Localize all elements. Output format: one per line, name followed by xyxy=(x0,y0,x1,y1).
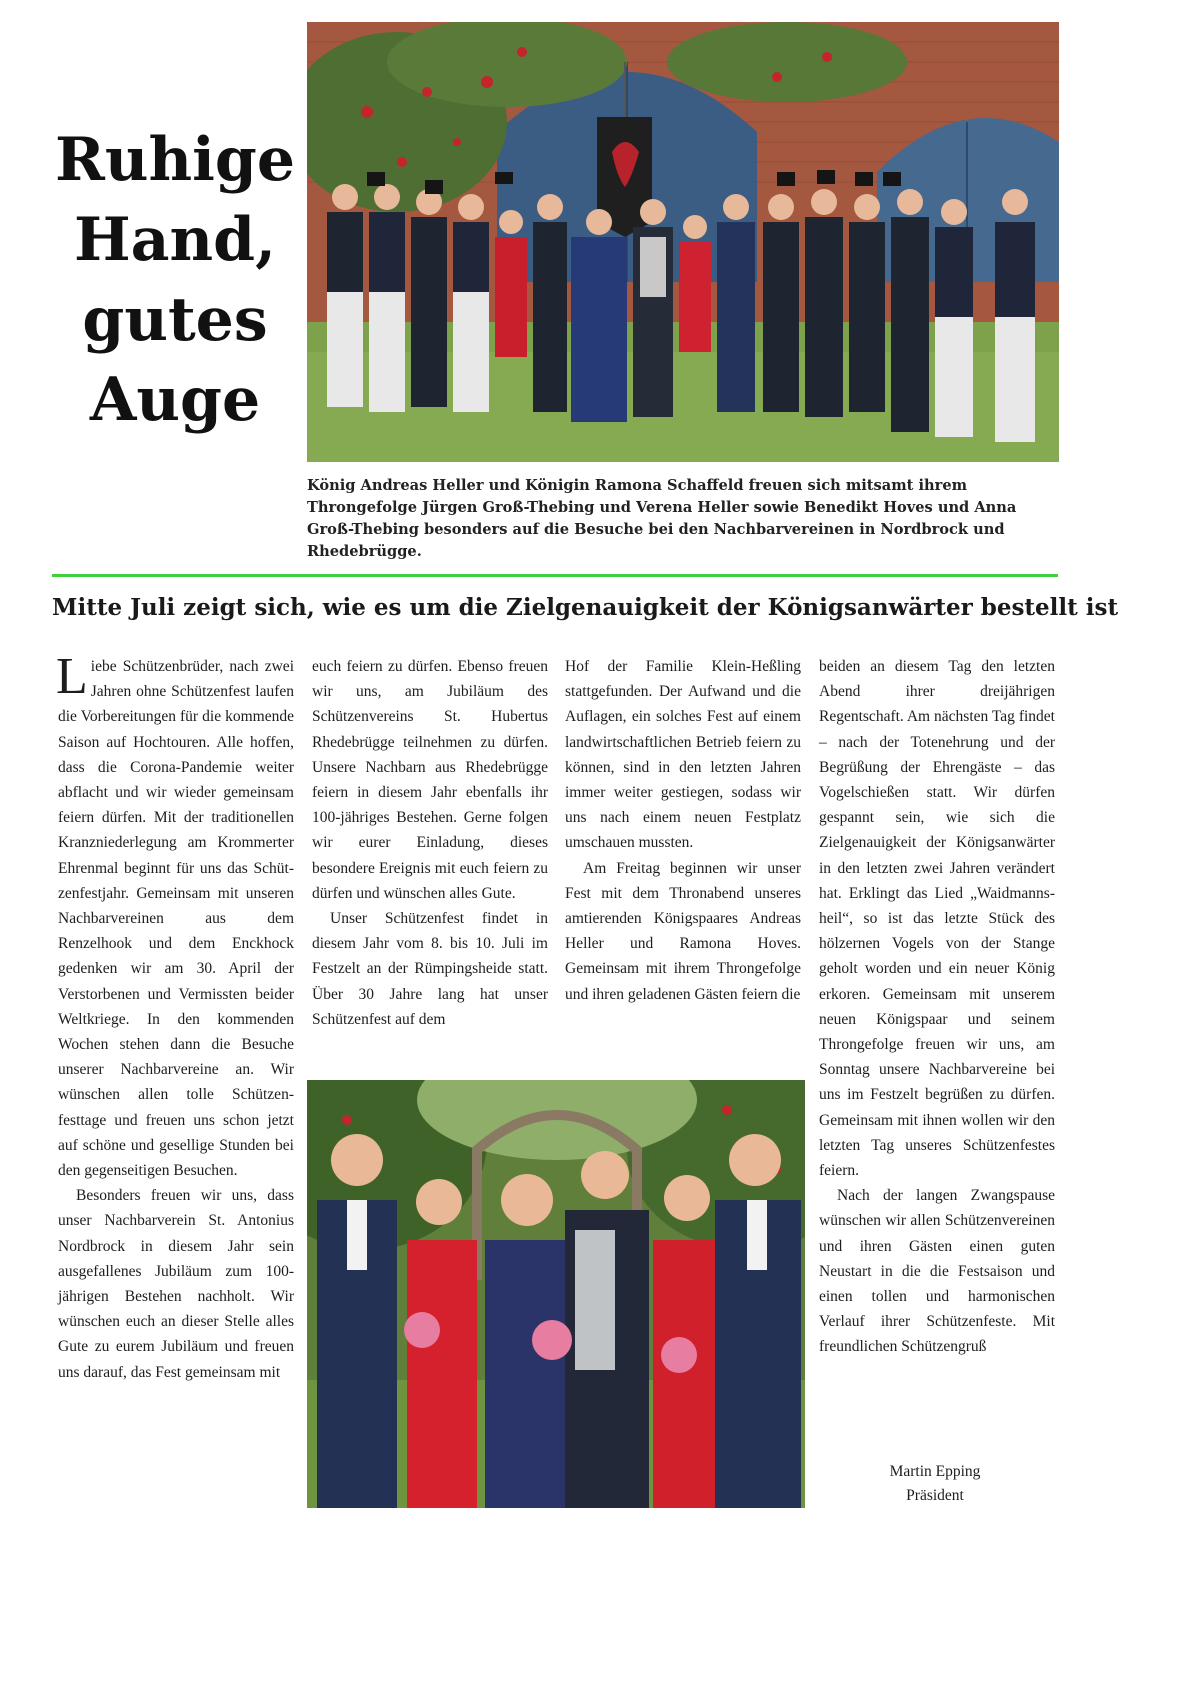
paragraph: Nach der langen Zwangspause wünschen wir allen Schützenvereinen und ihren Gästen einen guten Neustart in die die Festsaison und einen tollen und harmonischen Verlauf ihrer Schützenfeste. Mit freundlichen Schützengruß xyxy=(819,1187,1055,1356)
paragraph: euch feiern zu dürfen. Ebenso freuen wir uns, am Jubiläum des Schützenvereins St. Hubertus Rhedebrügge teilnehmen zu dürfen. Unsere Nachbarn aus Rhedebrügge feiern in diesem Jahr ebenfalls ihr 100-jähriges Bestehen. Gerne folgen wir eurer Einladung, dieses besondere Ereignis mit euch feiern zu dürfen und wünschen alles Gute. xyxy=(312,658,548,902)
drop-cap: L xyxy=(56,648,88,705)
paragraph: Hof der Familie Klein-Heßling stattgefunden. Der Aufwand und die Auflagen, ein solches Fest auf einem landwirtschaftlichen Betrieb feiern zu können, sind in den letzten Jahren immer weiter gestiegen, sodass wir uns nach einem neuen Festplatz umschauen mussten. xyxy=(565,658,801,852)
headline-line-2: Hand, xyxy=(73,205,277,275)
headline-line-4: Auge xyxy=(89,365,261,435)
signature-name: Martin Epping xyxy=(889,1463,981,1480)
paragraph: Besonders freuen wir uns, dass unser Nachbarverein St. Antonius Nordbrock in diesem Jahr sein ausgefallenes Jubiläum zum 100-jährigen Bestehen nachholt. Wir wünschen euch an dieser Stelle alles Gute zu eurem Jubiläum und freuen uns darauf, das Fest gemeinsam mit xyxy=(58,1187,294,1381)
photo-caption: König Andreas Heller und Königin Ramona Schaffeld freuen sich mitsamt ihrem Throngefolge Jürgen Groß-Thebing und Verena Heller sowie Benedikt Hoves und Anna Groß-Thebing besonders auf die Besuche bei den Nachbarvereinen in Nordbrock und Rhedebrügge. xyxy=(307,477,1017,560)
paragraph: Unser Schützenfest findet in diesem Jahr vom 8. bis 10. Juli im Festzelt an der Rümpingsheide statt. Über 30 Jahre lang hat unser Schützenfest auf dem xyxy=(312,910,548,1028)
article-column-1 xyxy=(56,648,294,1385)
paragraph: beiden an diesem Tag den letzten Abend ihrer dreijährigen Regentschaft. Am nächsten Tag findet – nach der Totenehrung und der Begrüßung der Ehrengäste – das Vogelschießen statt. Wir dürfen gespannt sein, wie sich die Zielgenauigkeit der Königsanwärter in den letzten zwei Jahren verändert hat. Erklingt das Lied „Waidmannsheil“, so ist das letzte Stück des hölzernen Vogels von der Stange geholt worden und ein neuer König erkoren. Gemeinsam mit unserem neuen Königspaar und seinem Throngefolge freuen wir uns, am Sonntag unsere Nachbarvereine bei uns im Festzelt begrüßen zu dürfen. Gemeinsam mit ihnen wollen wir den letzten Tag unseres Schützenfestes feiern. xyxy=(819,658,1055,1180)
article-column-4 xyxy=(819,654,1055,1360)
signature xyxy=(840,1460,1030,1508)
article-column-3 xyxy=(565,654,801,1007)
headline-line-3: gutes xyxy=(82,285,268,355)
signature-title: Präsident xyxy=(906,1487,964,1504)
subheadline: Mitte Juli zeigt sich, wie es um die Zielgenauigkeit der Königsanwärter bestellt ist xyxy=(52,594,1119,621)
article-column-2 xyxy=(312,654,548,1032)
headline-line-1: Ruhige xyxy=(54,125,296,195)
headline xyxy=(40,120,310,440)
group-photo xyxy=(307,22,1059,462)
throne-court-photo xyxy=(307,1080,805,1508)
paragraph-text: iebe Schützenbrüder, nach zwei Jahren ohne Schützenfest laufen die Vorbereitungen für die kommende Saison auf Hochtouren. Alle hoffen, dass die Corona-Pandemie weiter abflacht und wir wieder gemeinsam feiern dürfen. Mit der traditionellen Kranzniederlegung am Krommerter Ehrenmal beginnt für uns das Schützenfestjahr. Gemeinsam mit unseren Nachbarvereinen aus dem Renzelhook und dem Enckhock gedenken wir am 30. April der Verstorbenen und Vermissten beider Weltkriege. In den kommenden Wochen stehen dann die Besuche unserer Nachbarvereine an. Wir wünschen allen tolle Schützenfesttage und freuen uns schon jetzt auf schöne und gesellige Stunden bei den gegenseitigen Besuchen. xyxy=(58,658,294,1180)
divider-rule xyxy=(52,574,1058,577)
paragraph: Am Freitag beginnen wir unser Fest mit dem Thronabend unseres amtierenden Königspaares Andreas Heller und Ramona Hoves. Gemeinsam mit ihrem Throngefolge und ihren geladenen Gästen feiern die xyxy=(565,859,801,1003)
paragraph xyxy=(56,648,294,1183)
